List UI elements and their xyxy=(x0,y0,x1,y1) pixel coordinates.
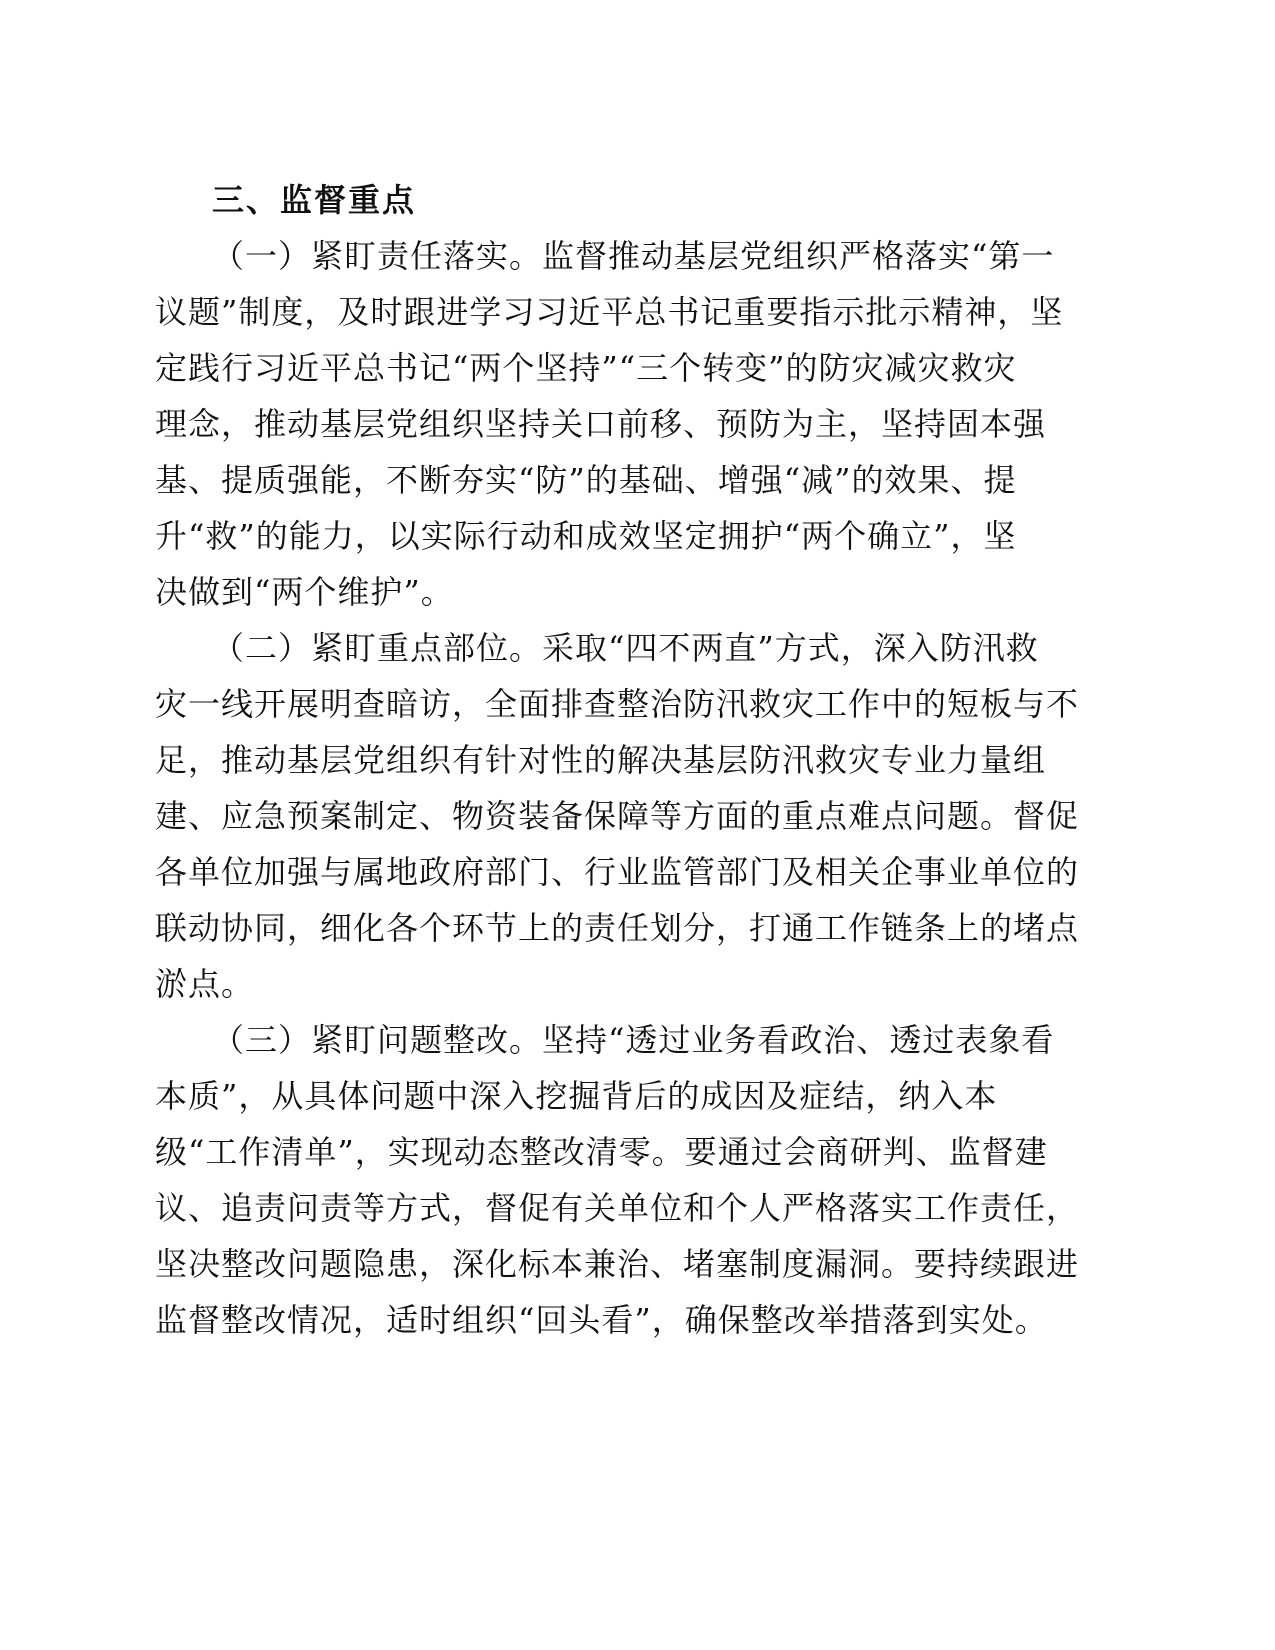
paragraph-2-line-6: 联动协同，细化各个环节上的责任划分，打通工作链条上的堵点 xyxy=(155,909,1080,947)
paragraph-3-line-1: （三）紧盯问题整改。坚持“透过业务看政治、透过表象看 xyxy=(212,1021,1055,1059)
paragraph-3-line-6: 监督整改情况，适时组织“回头看”，确保整改举措落到实处。 xyxy=(155,1301,1048,1339)
paragraph-1-line-4: 理念，推动基层党组织坚持关口前移、预防为主，坚持固本强 xyxy=(155,405,1047,443)
paragraph-2-line-7: 淤点。 xyxy=(155,965,255,1003)
paragraph-3-line-2: 本质”，从具体问题中深入挖掘背后的成因及症结，纳入本 xyxy=(155,1077,998,1115)
paragraph-1-line-5: 基、提质强能，不断夯实“防”的基础、增强“减”的效果、提 xyxy=(155,461,1017,499)
paragraph-2-line-5: 各单位加强与属地政府部门、行业监管部门及相关企事业单位的 xyxy=(155,853,1080,891)
section-heading: 三、监督重点 xyxy=(212,181,417,219)
paragraph-3-line-5: 坚决整改问题隐患，深化标本兼治、堵塞制度漏洞。要持续跟进 xyxy=(155,1245,1080,1283)
paragraph-2-line-3: 足，推动基层党组织有针对性的解决基层防汛救灾专业力量组 xyxy=(155,741,1047,779)
paragraph-1-line-7: 决做到“两个维护”。 xyxy=(155,573,454,611)
paragraph-2-line-4: 建、应急预案制定、物资装备保障等方面的重点难点问题。督促 xyxy=(155,797,1080,835)
paragraph-1-line-3: 定践行习近平总书记“两个坚持”“三个转变”的防灾减灾救灾 xyxy=(155,349,1017,387)
paragraph-3-line-3: 级“工作清单”，实现动态整改清零。要通过会商研判、监督建 xyxy=(155,1133,1048,1171)
paragraph-2-line-2: 灾一线开展明查暗访，全面排查整治防汛救灾工作中的短板与不 xyxy=(155,685,1080,723)
paragraph-1-line-1: （一）紧盯责任落实。监督推动基层党组织严格落实“第一 xyxy=(212,237,1055,275)
paragraph-2-line-1: （二）紧盯重点部位。采取“四不两直”方式，深入防汛救 xyxy=(212,629,1039,667)
paragraph-1-line-2: 议题”制度，及时跟进学习习近平总书记重要指示批示精神，坚 xyxy=(155,293,1064,331)
paragraph-3-line-4: 议、追责问责等方式，督促有关单位和个人严格落实工作责任， xyxy=(155,1189,1080,1227)
paragraph-1-line-6: 升“救”的能力，以实际行动和成效坚定拥护“两个确立”，坚 xyxy=(155,517,1017,555)
